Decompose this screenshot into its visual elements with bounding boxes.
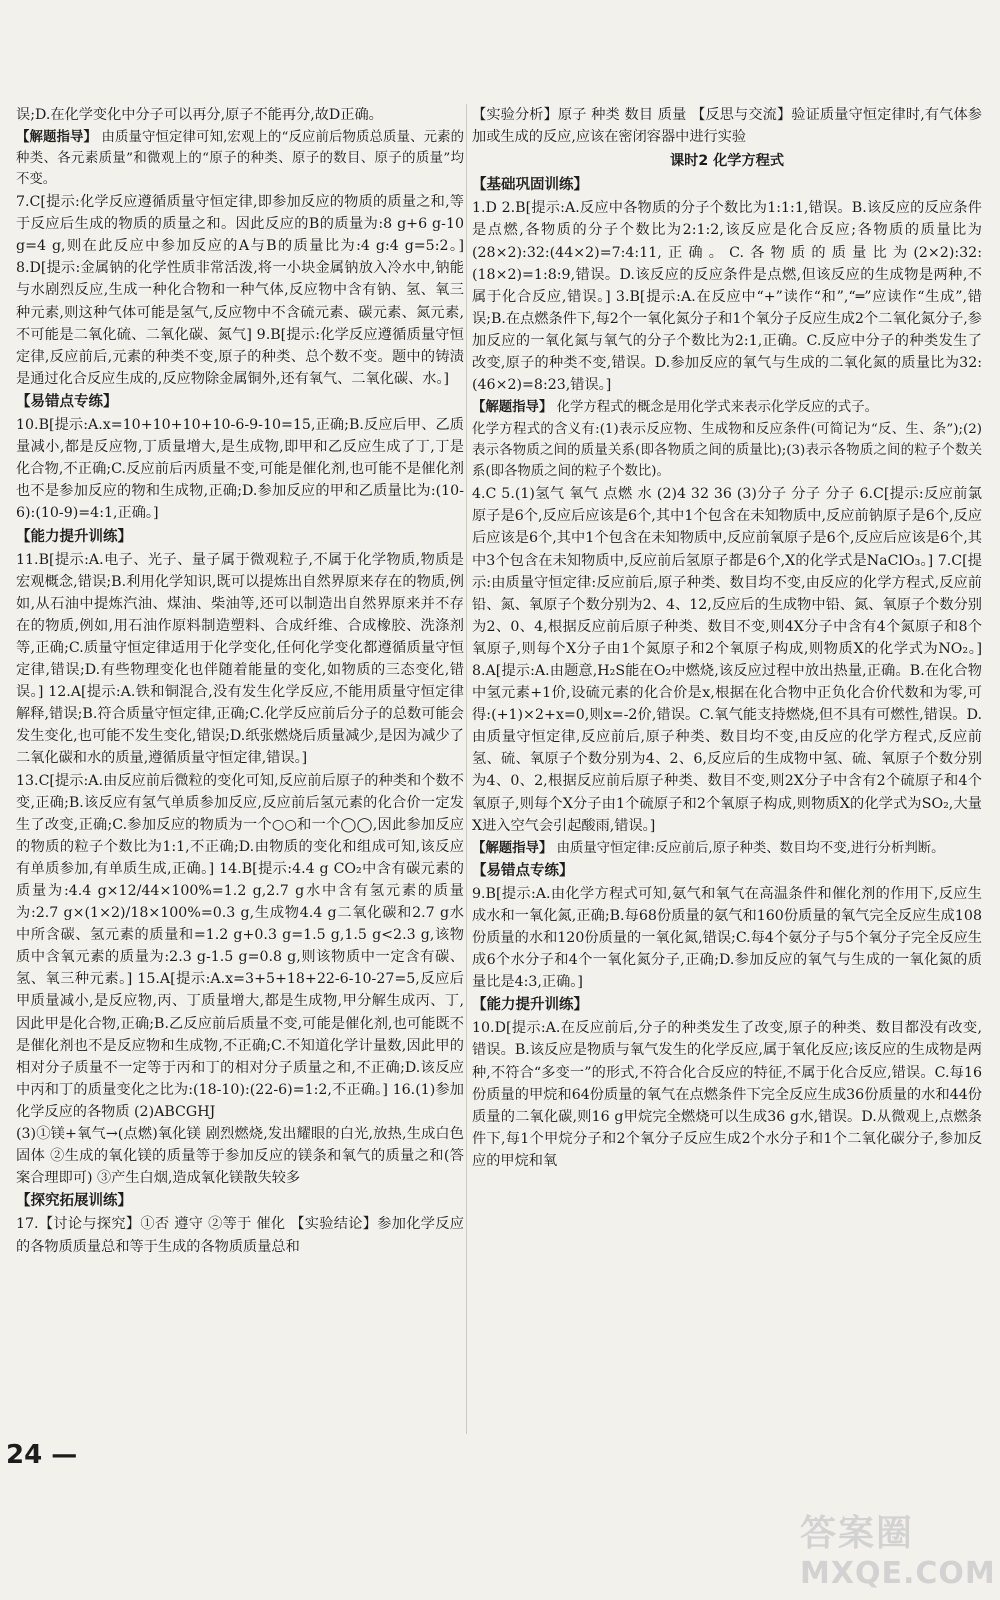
guide-text: 化学方程式的概念是用化学式来表示化学反应的式子。 xyxy=(556,400,878,416)
right-paragraph-3: 4.C 5.(1)氢气 氧气 点燃 水 (2)4 32 36 (3)分子 分子 分子 6.C[提示:反应前氯原子是6个,反应后应该是6个,其中1个包含在未知物质中,反应前钠原子是6个,反应后应该是6个,其中1个包含在未知物质中,反应前氧原子是6个,反应后应该是6个,其中3个包含在未知物质中,反应前后氢原子都是6个,X的化学式是NaClO₃。] 7.C[提示:由质量守恒定律:反应前后,原子种类、数目均不变,由反应的化学方程式,反应前铅、氮、氧原子个数分别为2、4、12,反应后的生成物中铅、氮、氧原子个数分别为2、0、4,根据反应前后原子种类、数目不变,则4X分子中含有4个氮原子和8个氧原子,则每个X分子由1个氮原子和2个氧原子构成,则物质X的化学式为NO₂。] 8.A[提示:A.由题意,H₂S能在O₂中燃烧,该反应过程中放出热量,正确。B.在化合物中氢元素+1价,设硫元素的化合价是x,根据在化合物中正负化合价代数和为零,可得:(+1)×2+x=0,则x=-2价,错误。C.氧气能支持燃烧,但不具有可燃性,错误。D.由质量守恒定律,反应前后,原子种类、数目均不变,由反应的化学方程式,反应前氢、硫、氧原子个数分别为4、2、6,反应后的生成物中氢、硫、氧原子个数分别为4、0、2,根据反应前后原子种类、数目不变,则2X分子中含有2个硫原子和4个氧原子,则每个X分子由1个硫原子和2个氧原子构成,则物质X的化学式为SO₂,大量X进入空气会引起酸雨,错误。] xyxy=(472,486,982,834)
guide-label: 【解题指导】 xyxy=(472,840,553,856)
left-paragraph-1: 误;D.在化学变化中分子可以再分,原子不能再分,故D正确。 xyxy=(16,107,383,123)
right-paragraph-1: 【实验分析】原子 种类 数目 质量 【反思与交流】验证质量守恒定律时,有气体参加或生成的反应,应该在密闭容器中进行实验 xyxy=(472,107,982,146)
section-heading-error-practice: 【易错点专练】 xyxy=(16,393,118,410)
left-paragraph-7: 17.【讨论与探究】①否 遵守 ②等于 催化 【实验结论】参加化学反应的各物质质量总和等于生成的各物质质量总和 xyxy=(16,1216,464,1255)
left-paragraph-2: 7.C[提示:化学反应遵循质量守恒定律,即参加反应的物质的质量之和,等于反应后生成的物质的质量之和。因此反应的B的质量为:8 g+6 g-10 g=4 g,则在此反应中参加反应的A与B的质量比为:4 g:4 g=5:2。] 8.D[提示:金属钠的化学性质非常活泼,将一小块金属钠放入冷水中,钠能与水剧烈反应,生成一种化合物和一种气体,反应物中含有钠、氢、氧三种元素,则这种气体可能是氢气,反应物中不含硫元素、碳元素、氮元素,不可能是二氧化硫、二氧化碳、氮气] 9.B[提示:化学反应遵循质量守恒定律,反应前后,元素的种类不变,原子的种类、总个数不变。题中的铸渍是通过化合反应生成的,反应物除金属铜外,还有氧气、二氧化碳、水。] xyxy=(16,194,464,387)
right-paragraph-2: 1.D 2.B[提示:A.反应中各物质的分子个数比为1:1:1,错误。B.该反应的反应条件是点燃,各物质的分子个数比为2:1:2,该反应是化合反应;各物质的质量比为(28×2):32:(44×2)=7:4:11,正确。C.各物质的质量比为(2×2):32:(18×2)=1:8:9,错误。D.该反应的反应条件是点燃,但该反应的生成物是两种,不属于化合反应,错误。] 3.B[提示:A.在反应中“+”读作“和”,“═”应读作“生成”,错误;B.在点燃条件下,每2个一氧化氮分子和1个氧分子反应生成2个二氧化氮分子,参加反应的一氧化氮与氧气的分子个数比为2:1,正确。C.反应中分子的种类发生了改变,原子的种类不变,错误。D.参加反应的氧气与生成的二氧化氮的质量比为32:(46×2)=8:23,错误。] xyxy=(472,200,982,394)
column-divider xyxy=(466,104,467,1434)
guide-text: 由质量守恒定律:反应前后,原子种类、数目均不变,进行分析判断。 xyxy=(556,840,945,856)
watermark-logo xyxy=(800,1505,996,1595)
left-paragraph-5: 13.C[提示:A.由反应前后微粒的变化可知,反应前后原子的种类和个数不变,正确;B.该反应有氢气单质参加反应,反应前后氢元素的化合价一定发生了改变,正确;C.参加反应的物质为一个○○和一个◯◯,因此参加反应的物质的粒子个数比为1:1,不正确;D.由物质的变化和组成可知,该反应有单质参加,有单质生成,正确。] 14.B[提示:4.4 g CO₂中含有碳元素的质量为:4.4 g×12/44×100%=1.2 g,2.7 g水中含有氢元素的质量为:2.7 g×(1×2)/18×100%=0.3 g,生成物4.4 g二氧化碳和2.7 g水中所含碳、氢元素的质量和=1.2 g+0.3 g=1.5 g,1.5 g<2.3 g,该物质中含氧元素的质量为:2.3 g-1.5 g=0.8 g,则该物质中一定含有碳、氢、氧三种元素。] 15.A[提示:A.x=3+5+18+22-6-10-27=5,反应后甲质量减小,是反应物,丙、丁质量增大,都是生成物,甲分解生成丙、丁,因此甲是化合物,正确;B.乙反应前后质量不变,可能是催化剂,也可能既不是催化剂也不是反应物和生成物,不正确;C.不知道化学计量数,因此甲的相对分子质量不一定等于丙和丁的相对分子质量之和,不正确;D.该反应中丙和丁的质量变化之比为:(18-10):(22-6)=1:2,不正确。] 16.(1)参加化学反应的各物质 (2)ABCGHJ xyxy=(16,772,464,1120)
watermark-url: MXQE.COM xyxy=(800,1556,996,1591)
section-heading-ability: 【能力提升训练】 xyxy=(16,528,132,545)
section-heading-error-practice: 【易错点专练】 xyxy=(472,862,574,879)
left-column xyxy=(16,104,464,1258)
page-number: 24 — xyxy=(6,1440,78,1470)
left-paragraph-3: 10.B[提示:A.x=10+10+10+10-6-9-10=15,正确;B.反应后甲、乙质量减小,都是反应物,丁质量增大,是生成物,即甲和乙反应生成了丁,丁是化合物,不正确;C.反应前后丙质量不变,可能是催化剂,也可能不是催化剂也不是参加反应的物和生成物,正确;D.参加反应的甲和乙质量比为:(10-6):(10-9)=4:1,正确。] xyxy=(16,417,464,522)
guide-label: 【解题指导】 xyxy=(472,400,553,416)
right-column xyxy=(472,104,982,1172)
right-guide-3 xyxy=(472,838,982,859)
section-heading-explore: 【探究拓展训练】 xyxy=(16,1193,132,1210)
lesson-heading: 课时2 化学方程式 xyxy=(669,153,785,170)
watermark-text: 答案圈 xyxy=(800,1513,915,1554)
guide-text: 由质量守恒定律可知,宏观上的“反应前后物质总质量、元素的种类、各元素质量”和微观上的“原子的种类、原子的数目、原子的质量”均不变。 xyxy=(16,130,465,188)
left-guide-1 xyxy=(16,127,464,190)
left-paragraph-4: 11.B[提示:A.电子、光子、量子属于微观粒子,不属于化学物质,物质是宏观概念,错误;B.利用化学知识,既可以提炼出自然界原来存在的物质,例如,从石油中提炼汽油、煤油、柴油等,还可以制造出自然界原来并不存在的物质,例如,用石油作原料制造塑料、合成纤维、合成橡胶、洗涤剂等,正确;C.质量守恒定律适用于化学变化,任何化学变化都遵循质量守恒定律,错误;D.有些物理变化也伴随着能量的变化,如物质的三态变化,错误。] 12.A[提示:A.铁和铜混合,没有发生化学反应,不能用质量守恒定律解释,错误;B.符合质量守恒定律,正确;C.化学反应前后分子的总数可能会发生变化,也可能不发生变化,错误;D.纸张燃烧后质量减少,是因为减少了二氧化碳和水的质量,遵循质量守恒定律,错误。] xyxy=(16,551,464,767)
section-heading-ability: 【能力提升训练】 xyxy=(472,997,588,1014)
left-paragraph-6: (3)①镁+氧气→(点燃)氧化镁 剧烈燃烧,发出耀眼的白光,放热,生成白色固体 ②生成的氧化镁的质量等于参加反应的镁条和氧气的质量之和(答案合理即可) ③产生白烟,造成氧化镁散失较多 xyxy=(16,1126,464,1187)
right-guide-1 xyxy=(472,397,982,418)
section-heading-basic: 【基础巩固训练】 xyxy=(472,177,588,194)
right-paragraph-4: 9.B[提示:A.由化学方程式可知,氨气和氧气在高温条件和催化剂的作用下,反应生成水和一氧化氮,正确;B.每68份质量的氨气和160份质量的氧气完全反应生成108份质量的水和120份质量的一氧化氮,错误;C.每4个氨分子与5个氧分子完全反应生成6个水分子和4个一氧化氮分子,正确;D.参加反应的氧气与生成的一氧化氮的质量比是4:3,正确。] xyxy=(472,885,982,991)
guide-label: 【解题指导】 xyxy=(16,130,98,146)
right-paragraph-5: 10.D[提示:A.在反应前后,分子的种类发生了改变,原子的种类、数目都没有改变,错误。B.该反应是物质与氧气发生的化学反应,属于氧化反应;该反应的生成物是两种,不符合“多变一”的形式,不符合化合反应的特征,不属于化合反应,错误。C.每16份质量的甲烷和64份质量的氧气在点燃条件下完全反应生成36份质量的水和44份质量的二氧化碳,则16 g甲烷完全燃烧可以生成36 g水,错误。D.从微观上,点燃条件下,每1个甲烷分子和2个氧分子反应生成2个水分子和1个二氧化碳分子,参加反应的甲烷和氧 xyxy=(472,1020,982,1169)
right-guide-2: 化学方程式的含义有:(1)表示反应物、生成物和反应条件(可简记为“反、生、条”);(2)表示各物质之间的质量关系(即各物质之间的质量比);(3)表示各物质之间的粒子个数关系(即各物质之间的粒子个数比)。 xyxy=(472,422,982,480)
